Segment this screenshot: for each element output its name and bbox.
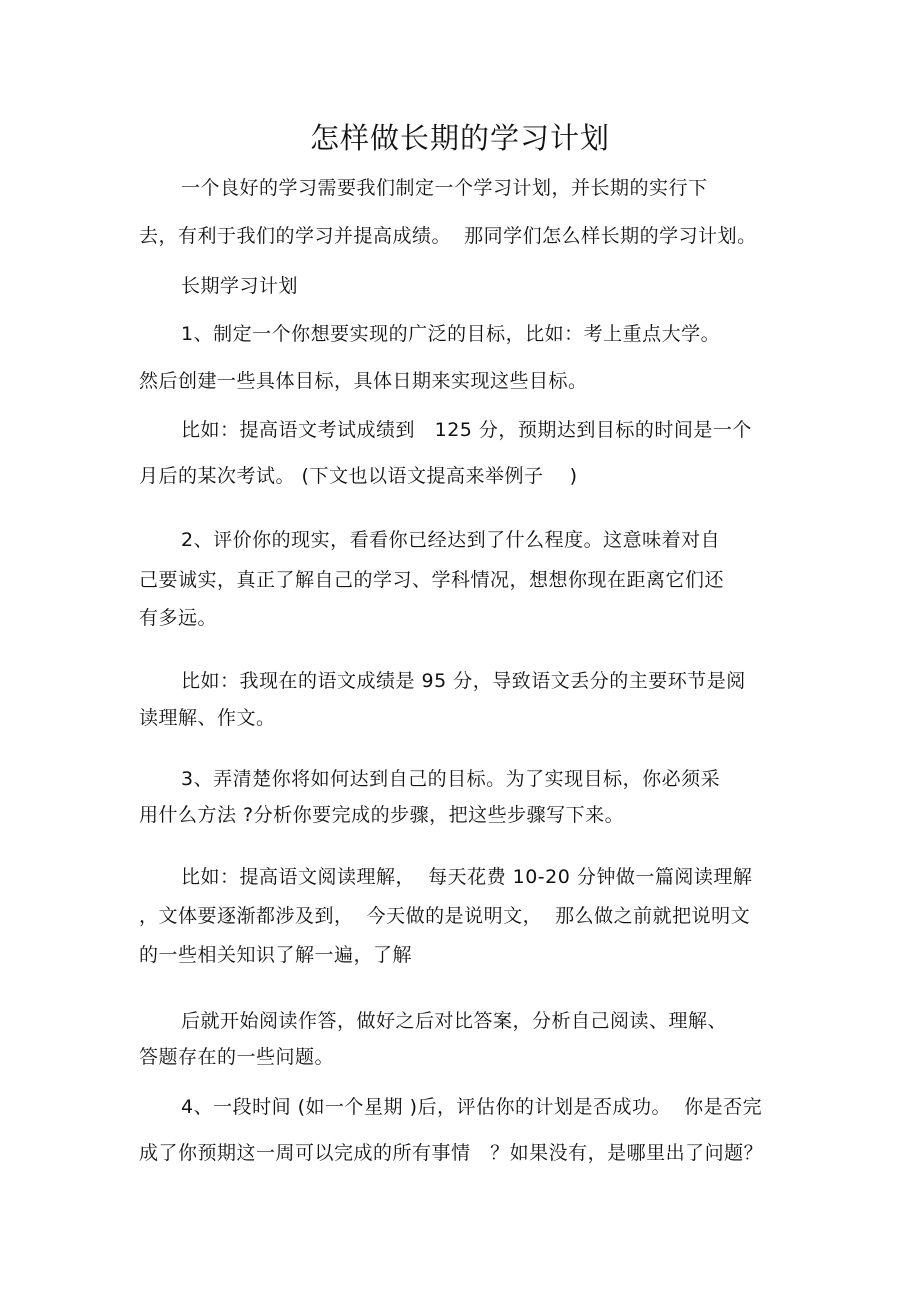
paragraph-line: ，文体要逐渐都涉及到， 今天做的是说明文， 那么做之前就把说明文	[139, 905, 751, 927]
paragraph-line: 读理解、作文。	[139, 707, 276, 729]
paragraph-line: 后就开始阅读作答，做好之后对比答案，分析自己阅读、理解、	[181, 1010, 728, 1032]
document-title: 怎样做长期的学习计划	[309, 121, 610, 155]
paragraph-line: 比如：我现在的语文成绩是 95 分，导致语文丢分的主要环节是阅	[181, 670, 746, 692]
paragraph-line: 一个良好的学习需要我们制定一个学习计划，并长期的实行下	[181, 177, 708, 199]
paragraph-line: 有多远。	[139, 607, 218, 629]
paragraph-line: 然后创建一些具体目标，具体日期来实现这些目标。	[139, 370, 588, 392]
paragraph-line: 3、弄清楚你将如何达到自己的目标。为了实现目标，你必须采	[181, 768, 721, 790]
paragraph-line: 月后的某次考试。 (下文也以语文提高来举例子 )	[139, 465, 578, 487]
paragraph-line: 2、评价你的现实，看看你已经达到了什么程度。这意味着对自	[181, 529, 721, 551]
paragraph-line: 4、一段时间 (如一个星期 )后，评估你的计划是否成功。 你是否完	[181, 1096, 763, 1118]
paragraph-line: 己要诚实，真正了解自己的学习、学科情况，想想你现在距离它们还	[139, 569, 725, 591]
paragraph-line: 1、制定一个你想要实现的广泛的目标，比如：考上重点大学。	[181, 323, 721, 345]
section-heading: 长期学习计划	[181, 275, 299, 297]
paragraph-line: 用什么方法 ?分析你要完成的步骤，把这些步骤写下来。	[139, 804, 625, 826]
paragraph-line: 比如：提高语文考试成绩到 125 分，预期达到目标的时间是一个	[181, 419, 752, 441]
paragraph-line: 去，有利于我们的学习并提高成绩。 那同学们怎么样长期的学习计划。	[139, 225, 757, 247]
paragraph-line: 成了你预期这一周可以完成的所有事情 ？如果没有，是哪里出了问题？	[139, 1142, 764, 1164]
paragraph-line: 比如：提高语文阅读理解， 每天花费 10-20 分钟做一篇阅读理解	[181, 866, 753, 888]
paragraph-line: 的一些相关知识了解一遍，了解	[139, 944, 413, 966]
paragraph-line: 答题存在的一些问题。	[139, 1046, 335, 1068]
